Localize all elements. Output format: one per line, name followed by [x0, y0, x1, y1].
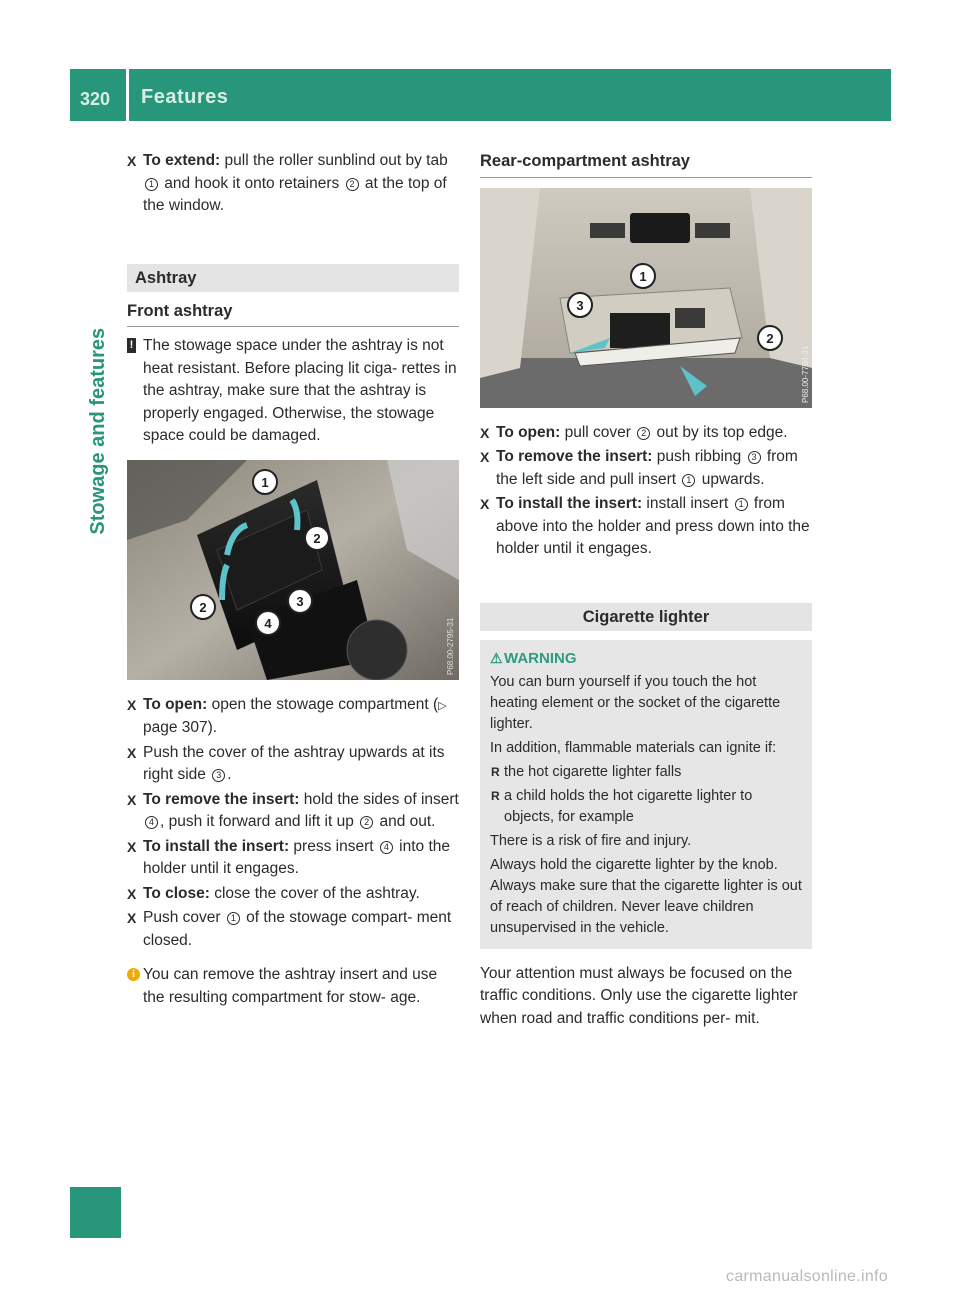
page-ref-link[interactable]: page 307).: [143, 719, 218, 736]
callout-ref: 1: [145, 178, 158, 191]
rear-step-open: X To open: pull cover 2 out by its top edge.: [480, 423, 788, 441]
side-tab-label: Stowage and features: [86, 327, 109, 535]
caution-icon: !: [127, 338, 136, 353]
rear-callout-1: 1: [639, 268, 647, 284]
side-tab: [88, 280, 108, 590]
info-note: i You can remove the ashtray insert and use the resulting compartment for stow- age.: [127, 964, 459, 1009]
photo-callout-4: 4: [264, 615, 272, 631]
sub-heading-front-ashtray: Front ashtray: [127, 300, 459, 328]
rear-callout-2: 2: [766, 330, 774, 346]
info-icon: i: [127, 968, 140, 981]
callout-ref: 2: [346, 178, 359, 191]
warning-heading: ⚠ WARNING: [490, 649, 577, 667]
sub-heading-rear-ashtray: Rear-compartment ashtray: [480, 150, 812, 178]
step-remove-insert: X To remove the insert: hold the sides of insert 4 , push it forward and lift it up 2 and out.: [127, 790, 459, 830]
step-extend: X To extend: pull the roller sunblind out by tab 1 and hook it onto retainers 2 at the top of the window.: [127, 152, 448, 214]
front-ashtray-photo: [127, 460, 459, 680]
photo-callout-3: 3: [296, 593, 304, 609]
step-arrow: X: [127, 153, 137, 169]
side-tab-square: [70, 1187, 121, 1238]
page-title: Features: [141, 86, 229, 108]
page-number: 320: [80, 89, 111, 109]
page-ref-icon: ▷: [438, 699, 447, 712]
rear-photo-code: P68.00-7764-31: [801, 345, 810, 403]
step-open: X To open: open the stowage compartment (▷ page 307).: [127, 695, 447, 736]
warning-bullet: R the hot cigarette lighter falls: [491, 763, 682, 780]
photo-callout-1: 1: [261, 474, 269, 490]
closing-text: Your attention must always be focused on the traffic conditions. Only use the cigarette lighter when road and traffic conditions per- mit.: [480, 964, 798, 1027]
warning-box: ⚠ WARNING You can burn yourself if you touch the hot heating element or the socket of the cigarette lighter. In addition, flammable materials can ignite if: R the hot cigarette lighter falls R a child holds the hot cigarette lighter to objects, for example There is a risk of fire and injury. Always hold the cigarette lighter by the knob. Always make sure that the cigarette lighter is out of reach of children. Never leave children unsupervised in the vehicle.: [480, 640, 812, 949]
warning-bullet: R a child holds the hot cigarette lighter to objects, for example: [491, 787, 753, 825]
section-ashtray: Ashtray: [127, 264, 459, 292]
left-column: [127, 150, 459, 1009]
step-push-cover: X Push the cover of the ashtray upwards at its right side 3 .: [127, 743, 445, 783]
section-cigarette-lighter: Cigarette lighter: [480, 603, 812, 631]
photo-callout-2: 2: [313, 530, 321, 546]
caution-note: ! The stowage space under the ashtray is not heat resistant. Before placing lit ciga- rettes in the ashtray, make sure that the ashtray is properly engaged. Otherwise, the stowage space could be damaged.: [127, 335, 459, 448]
rear-callout-3: 3: [576, 297, 584, 313]
step-install-insert: X To install the insert: press insert 4 into the holder until it engages.: [127, 837, 451, 877]
watermark: carmanualsonline.info: [726, 1268, 888, 1285]
rear-step-install: X To install the insert: install insert 1 from above into the holder and press down into the holder until it engages.: [480, 495, 810, 557]
warning-icon: ⚠: [490, 649, 503, 666]
rear-step-remove: X To remove the insert: push ribbing 3 from the left side and pull insert 1 upwards.: [480, 448, 798, 488]
right-column: [480, 150, 812, 1030]
photo-code: P68.00-2795-31: [446, 617, 455, 675]
photo-callout-2b: 2: [199, 599, 207, 615]
header-divider: [126, 69, 129, 121]
step-push-cover-closed: X Push cover 1 of the stowage compart- ment closed.: [127, 909, 452, 949]
step-close: X To close: close the cover of the ashtray.: [127, 884, 420, 902]
rear-ashtray-photo: [480, 188, 812, 408]
